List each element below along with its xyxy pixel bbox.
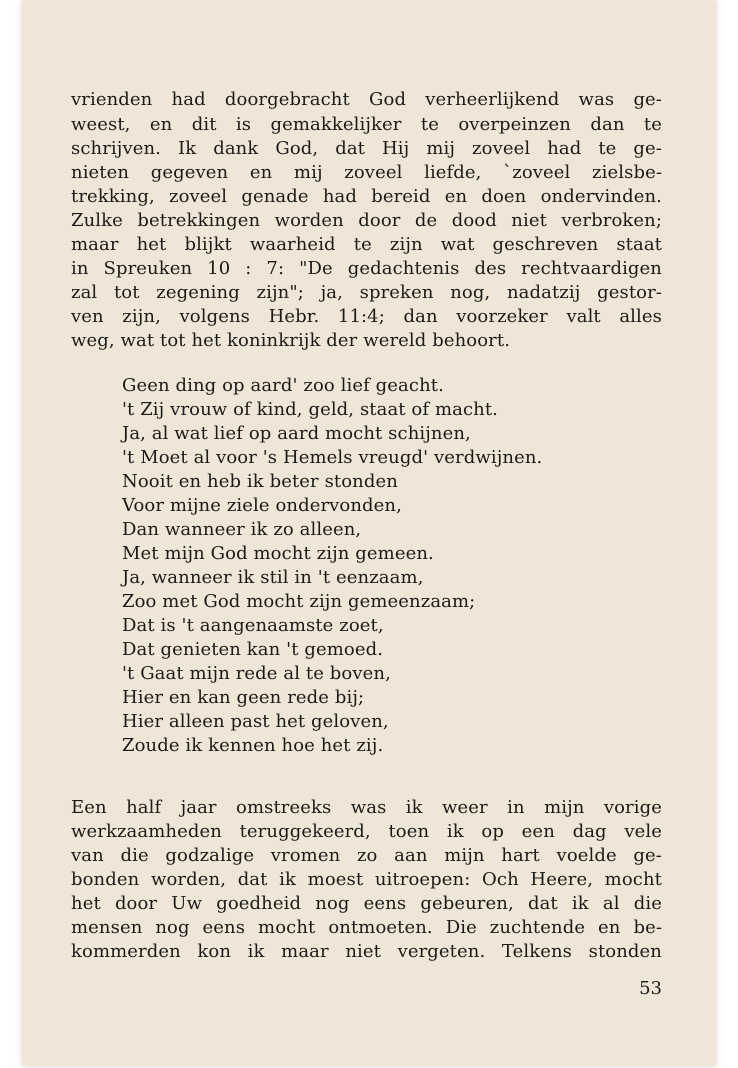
paragraph-1-line: schrijven. Ik dank God, dat Hij mij zoveel had te ge- <box>71 138 662 159</box>
verse-line: Voor mijne ziele ondervonden, <box>122 495 402 516</box>
paragraph-2-line: bonden worden, dat ik moest uitroepen: Och Heere, mocht <box>71 869 662 890</box>
verse-line: Zoude ik kennen hoe het zij. <box>122 735 384 756</box>
paragraph-1-line: ven zijn, volgens Hebr. 11:4; dan voorzeker valt alles <box>71 306 662 327</box>
verse-line: Hier en kan geen rede bij; <box>122 687 365 708</box>
paragraph-2-line: werkzaamheden teruggekeerd, toen ik op een dag vele <box>71 821 662 842</box>
paragraph-1-line: weest, en dit is gemakkelijker te overpeinzen dan te <box>71 114 662 135</box>
verse-line: Ja, al wat lief op aard mocht schijnen, <box>122 423 471 444</box>
paragraph-1-line: in Spreuken 10 : 7: "De gedachtenis des rechtvaardigen <box>71 258 662 279</box>
book-page <box>22 0 716 1066</box>
paragraph-1-line: weg, wat tot het koninkrijk der wereld behoort. <box>71 330 511 351</box>
paragraph-2-line: van die godzalige vromen zo aan mijn hart voelde ge- <box>71 845 662 866</box>
verse-line: 't Zij vrouw of kind, geld, staat of macht. <box>122 399 498 420</box>
paragraph-1-line: Zulke betrekkingen worden door de dood niet verbroken; <box>71 210 662 231</box>
paragraph-1-line: maar het blijkt waarheid te zijn wat geschreven staat <box>71 234 662 255</box>
paragraph-2-line: mensen nog eens mocht ontmoeten. Die zuchtende en be- <box>71 917 662 938</box>
verse-line: Dan wanneer ik zo alleen, <box>122 519 362 540</box>
paragraph-2-line: kommerden kon ik maar niet vergeten. Telkens stonden <box>71 941 662 962</box>
verse-line: Geen ding op aard' zoo lief geacht. <box>122 375 444 396</box>
verse-line: Nooit en heb ik beter stonden <box>122 471 398 492</box>
verse-line: Dat is 't aangenaamste zoet, <box>122 615 384 636</box>
paragraph-1-line: vrienden had doorgebracht God verheerlijkend was ge- <box>71 89 662 110</box>
page-number: 53 <box>639 978 662 999</box>
verse-line: Met mijn God mocht zijn gemeen. <box>122 543 434 564</box>
verse-line: Zoo met God mocht zijn gemeenzaam; <box>122 591 476 612</box>
verse-line: Ja, wanneer ik stil in 't eenzaam, <box>122 567 424 588</box>
paragraph-1-line: zal tot zegening zijn"; ja, spreken nog, nadatzij gestor- <box>71 282 662 303</box>
verse-line: 't Gaat mijn rede al te boven, <box>122 663 391 684</box>
paragraph-1-line: nieten gegeven en mij zoveel liefde, `zoveel zielsbe- <box>71 162 662 183</box>
verse-line: Dat genieten kan 't gemoed. <box>122 639 384 660</box>
verse-line: 't Moet al voor 's Hemels vreugd' verdwijnen. <box>122 447 543 468</box>
paragraph-1-line: trekking, zoveel genade had bereid en doen ondervinden. <box>71 186 662 207</box>
paragraph-2-line: Een half jaar omstreeks was ik weer in mijn vorige <box>71 797 662 818</box>
paragraph-2-line: het door Uw goedheid nog eens gebeuren, dat ik al die <box>71 893 662 914</box>
verse-line: Hier alleen past het geloven, <box>122 711 389 732</box>
